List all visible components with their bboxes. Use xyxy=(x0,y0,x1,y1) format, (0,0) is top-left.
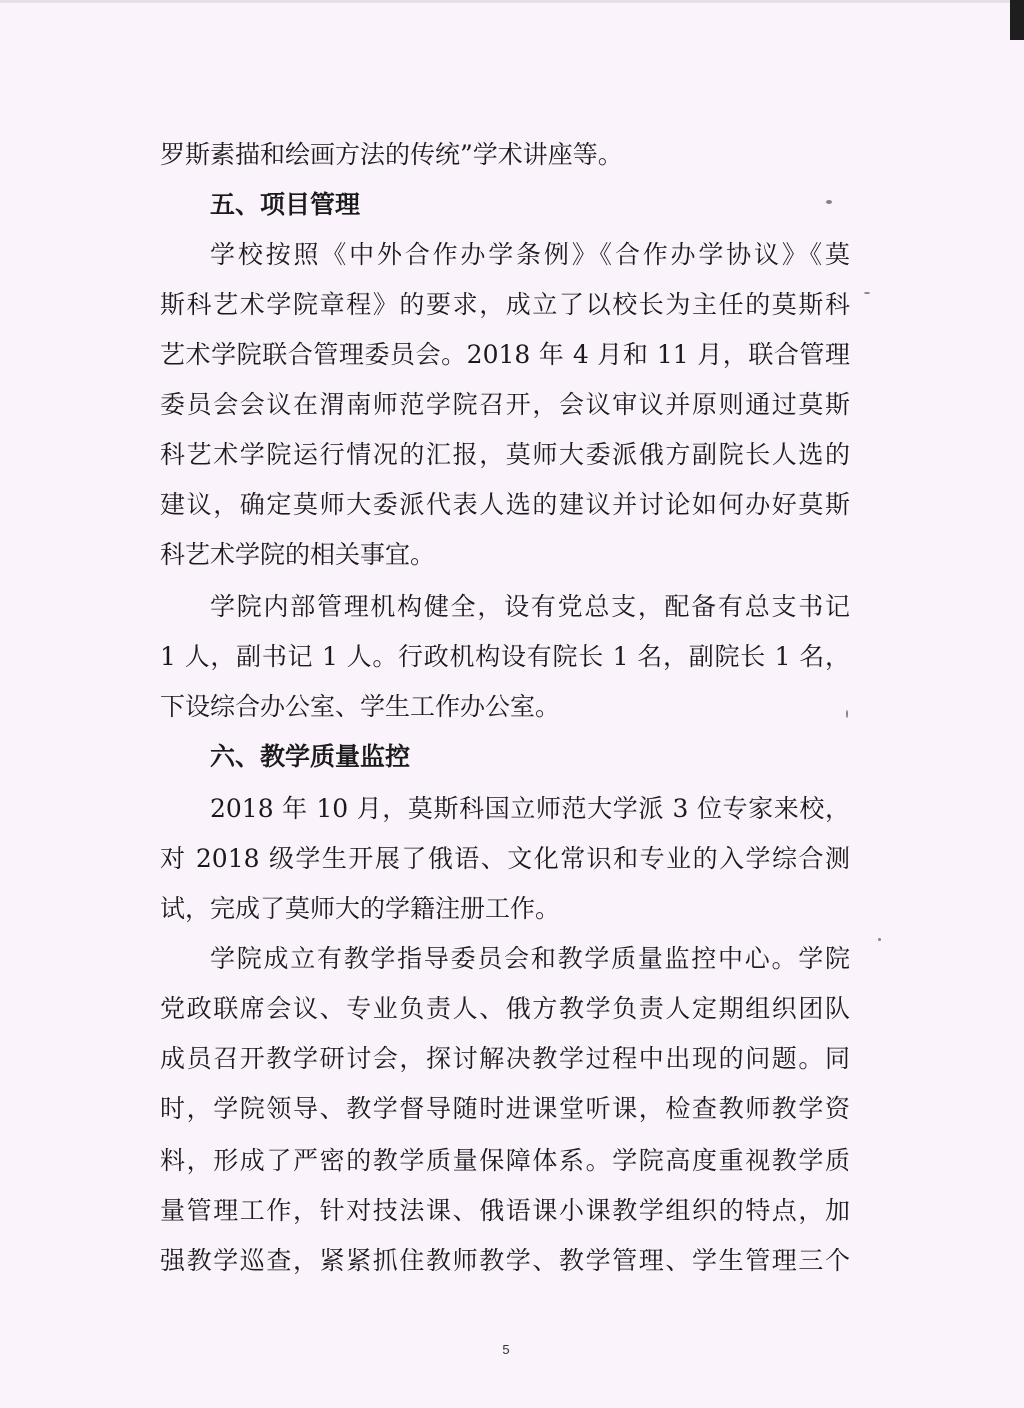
paragraph-line: 2018 年 10 月，莫斯科国立师范大学派 3 位专家来校， xyxy=(210,794,850,823)
paragraph-line: 学院成立有教学指导委员会和教学质量监控中心。学院 xyxy=(210,944,850,973)
scan-corner-mark xyxy=(1010,0,1024,40)
paragraph-line: 下设综合办公室、学生工作办公室。 xyxy=(160,692,561,721)
paragraph-line: 斯科艺术学院章程》的要求，成立了以校长为主任的莫斯科 xyxy=(160,290,850,319)
paragraph-line: 科艺术学院的相关事宜。 xyxy=(160,540,436,569)
paragraph-line: 科艺术学院运行情况的汇报，莫师大委派俄方副院长人选的 xyxy=(160,440,850,469)
paragraph-line: 成员召开教学研讨会，探讨解决教学过程中出现的问题。同 xyxy=(160,1044,850,1073)
paragraph-line: 学校按照《中外合作办学条例》《合作办学协议》《莫 xyxy=(210,240,850,269)
paragraph-line: 艺术学院联合管理委员会。2018 年 4 月和 11 月，联合管理 xyxy=(160,340,850,369)
paragraph-line: 量管理工作，针对技法课、俄语课小课教学组织的特点，加 xyxy=(160,1196,850,1225)
paragraph-line: 对 2018 级学生开展了俄语、文化常识和专业的入学综合测 xyxy=(160,844,850,873)
paragraph-line: 料，形成了严密的教学质量保障体系。学院高度重视教学质 xyxy=(160,1146,850,1175)
section-heading: 六、教学质量监控 xyxy=(210,742,411,771)
scan-speck xyxy=(864,292,870,294)
scan-edge xyxy=(0,0,1024,3)
scan-speck xyxy=(826,200,832,204)
paragraph-line: 党政联席会议、专业负责人、俄方教学负责人定期组织团队 xyxy=(160,994,850,1023)
paragraph-line: 建议，确定莫师大委派代表人选的建议并讨论如何办好莫斯 xyxy=(160,490,850,519)
paragraph-line: 试，完成了莫师大的学籍注册工作。 xyxy=(160,894,561,923)
paragraph-line: 强教学巡查，紧紧抓住教师教学、教学管理、学生管理三个 xyxy=(160,1246,850,1275)
paragraph-line: 委员会会议在渭南师范学院召开，会议审议并原则通过莫斯 xyxy=(160,390,850,419)
paragraph-line: 学院内部管理机构健全，设有党总支，配备有总支书记 xyxy=(210,592,850,621)
paragraph-line: 1 人，副书记 1 人。行政机构设有院长 1 名，副院长 1 名， xyxy=(160,642,850,671)
scan-speck xyxy=(878,938,881,941)
section-heading: 五、项目管理 xyxy=(210,190,361,219)
paragraph-line: 时，学院领导、教学督导随时进课堂听课，检查教师教学资 xyxy=(160,1094,850,1123)
paragraph-line: 罗斯素描和绘画方法的传统”学术讲座等。 xyxy=(160,140,623,169)
page-number: 5 xyxy=(502,1342,510,1357)
